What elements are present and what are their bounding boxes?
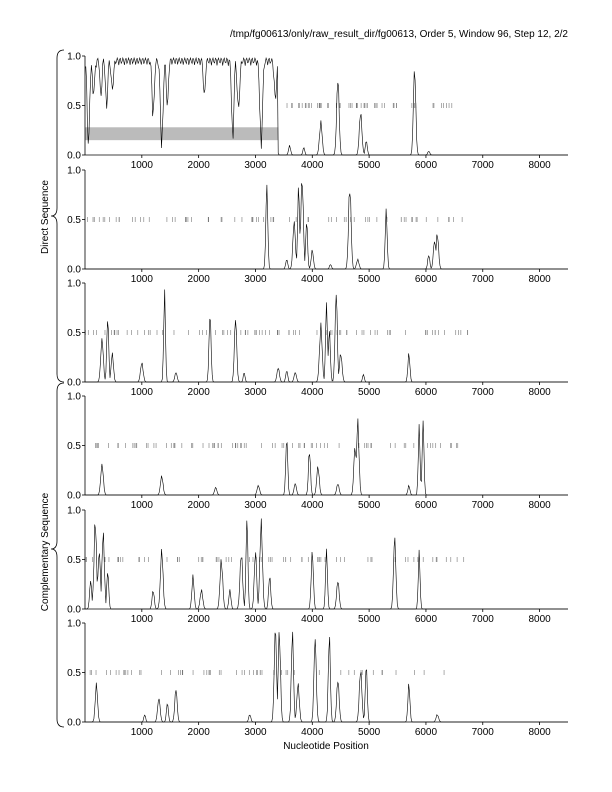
y-tick-label: 0.5 xyxy=(67,101,81,112)
x-tick-label: 8000 xyxy=(528,500,551,511)
y-tick-label: 0.0 xyxy=(67,264,81,276)
x-tick-label: 7000 xyxy=(471,274,494,285)
marker-ticks xyxy=(85,557,464,562)
x-tick-label: 8000 xyxy=(528,727,551,738)
x-tick-label: 7000 xyxy=(471,387,494,398)
y-tick-label: 1.0 xyxy=(67,391,81,403)
y-tick-label: 1.0 xyxy=(67,618,81,630)
panel-6 xyxy=(67,619,568,739)
y-tick-label: 0.0 xyxy=(67,150,81,162)
panel-1 xyxy=(67,52,568,172)
y-tick-label: 0.5 xyxy=(67,215,81,226)
group-brace-complementary xyxy=(40,383,64,727)
marker-ticks xyxy=(96,443,458,448)
x-tick-label: 2000 xyxy=(187,727,210,738)
x-tick-label: 7000 xyxy=(471,614,494,625)
marker-ticks xyxy=(85,330,467,335)
x-tick-label: 4000 xyxy=(301,500,324,511)
x-tick-label: 4000 xyxy=(301,160,324,171)
x-tick-label: 5000 xyxy=(357,387,381,398)
panel-3 xyxy=(67,279,568,399)
series-line xyxy=(85,419,568,496)
x-tick-label: 2000 xyxy=(187,387,210,398)
x-tick-label: 7000 xyxy=(471,727,494,738)
x-tick-label: 6000 xyxy=(414,160,438,171)
x-tick-label: 8000 xyxy=(528,274,551,285)
x-tick-label: 6000 xyxy=(414,274,438,285)
x-tick-label: 2000 xyxy=(187,500,210,511)
y-tick-label: 0.5 xyxy=(67,441,81,452)
x-axis-title: Nucleotide Position xyxy=(283,741,369,752)
y-tick-label: 0.5 xyxy=(67,555,81,566)
x-tick-label: 5000 xyxy=(357,500,381,511)
marker-ticks xyxy=(287,103,452,108)
y-tick-label: 1.0 xyxy=(67,165,81,177)
marker-ticks xyxy=(88,217,462,222)
x-tick-label: 6000 xyxy=(414,387,438,398)
x-tick-label: 2000 xyxy=(187,274,210,285)
x-tick-label: 7000 xyxy=(471,160,494,171)
y-tick-label: 0.5 xyxy=(67,328,81,339)
x-tick-label: 5000 xyxy=(357,614,381,625)
highlight-band xyxy=(85,127,278,140)
series-line xyxy=(85,58,568,155)
x-tick-label: 1000 xyxy=(130,387,153,398)
y-tick-label: 1.0 xyxy=(67,278,81,290)
y-tick-label: 0.0 xyxy=(67,377,81,389)
complementary-brace xyxy=(51,383,64,727)
header-path-title: /tmp/fg00613/only/raw_result_dir/fg00613, Order 5, Window 96, Step 12, 2/2 xyxy=(230,29,568,40)
series-line xyxy=(85,519,568,610)
x-tick-label: 7000 xyxy=(471,500,494,511)
x-tick-label: 4000 xyxy=(301,387,324,398)
x-tick-label: 3000 xyxy=(244,614,267,625)
x-tick-label: 6000 xyxy=(414,614,438,625)
y-tick-label: 1.0 xyxy=(67,505,81,517)
x-tick-label: 5000 xyxy=(357,727,381,738)
x-tick-label: 1000 xyxy=(130,727,153,738)
x-tick-label: 5000 xyxy=(357,160,381,171)
direct-brace xyxy=(51,50,64,382)
x-tick-label: 1000 xyxy=(130,614,153,625)
x-tick-label: 4000 xyxy=(301,274,324,285)
y-tick-label: 0.5 xyxy=(67,668,81,679)
x-tick-label: 8000 xyxy=(528,387,551,398)
x-tick-label: 3000 xyxy=(244,160,267,171)
x-tick-label: 6000 xyxy=(414,727,438,738)
x-tick-label: 3000 xyxy=(244,274,267,285)
x-tick-label: 2000 xyxy=(187,614,210,625)
complementary-sequence-label: Complementary Sequence xyxy=(40,492,51,612)
x-tick-label: 6000 xyxy=(414,500,438,511)
x-tick-label: 1000 xyxy=(130,500,153,511)
x-tick-label: 4000 xyxy=(301,727,324,738)
x-tick-label: 8000 xyxy=(528,614,551,625)
panel-4 xyxy=(67,392,568,512)
direct-sequence-label: Direct Sequence xyxy=(40,180,51,254)
x-tick-label: 5000 xyxy=(357,274,381,285)
y-tick-label: 0.0 xyxy=(67,490,81,502)
y-tick-label: 0.0 xyxy=(67,604,81,616)
y-tick-label: 0.0 xyxy=(67,717,81,729)
group-brace-direct xyxy=(40,50,64,382)
x-tick-label: 2000 xyxy=(187,160,210,171)
series-line xyxy=(85,290,568,383)
x-tick-label: 8000 xyxy=(528,160,551,171)
series-line xyxy=(85,632,568,722)
series-line xyxy=(85,183,568,269)
x-tick-label: 3000 xyxy=(244,387,267,398)
x-tick-label: 1000 xyxy=(130,274,153,285)
marker-ticks xyxy=(85,670,444,675)
x-tick-label: 4000 xyxy=(301,614,324,625)
x-tick-label: 3000 xyxy=(244,727,267,738)
panel-5 xyxy=(67,506,568,626)
panels xyxy=(67,52,568,739)
y-tick-label: 1.0 xyxy=(67,51,81,63)
panel-2 xyxy=(67,166,568,286)
x-tick-label: 3000 xyxy=(244,500,267,511)
x-tick-label: 1000 xyxy=(130,160,153,171)
